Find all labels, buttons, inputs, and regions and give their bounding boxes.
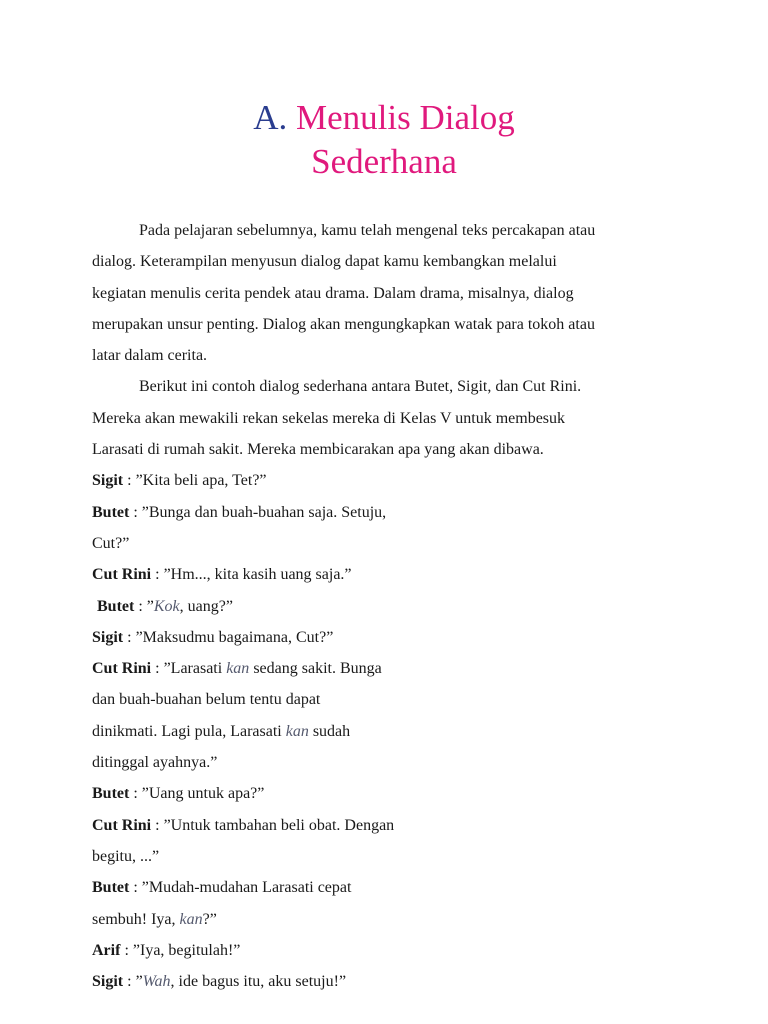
title-text-2: Sederhana [311,142,457,181]
dialog-text: : ”Mudah-mudahan Larasati cepat [129,879,352,897]
dialog-text: sudah [308,722,351,740]
paragraph-line: Mereka akan mewakili rekan sekelas mereka di Kelas V untuk membesuk [92,409,566,427]
speaker-name: Sigit [92,973,124,991]
document-body [92,215,692,997]
paragraph-line: Pada pelajaran sebelumnya, kamu telah mengenal teks percakapan atau [139,222,596,239]
paragraph-line: kegiatan menulis cerita pendek atau drama. Dalam drama, misalnya, dialog [92,284,574,302]
dialog-text: sedang sakit. Bunga [249,660,382,678]
dialog-text: : ”Hm..., kita kasih uang saja.” [151,566,352,584]
dialog-text: : ”Larasati [151,660,227,678]
dialog-line [92,966,692,997]
dialog-text: dinikmati. Lagi pula, Larasati [92,722,286,740]
speaker-name: Butet [92,503,130,521]
paragraph-line: merupakan unsur penting. Dialog akan mengungkapkan watak para tokoh atau [92,315,595,333]
speaker-name: Cut Rini [92,816,152,834]
title-line-1 [0,96,768,140]
dialog-continuation: dan buah-buahan belum tentu dapat [92,691,321,709]
dialog-line [92,591,692,622]
dialog-continuation [92,904,692,935]
speaker-name: Butet [97,597,135,615]
italic-word: Wah [142,973,171,991]
dialog-text: : ”Untuk tambahan beli obat. Dengan [151,816,395,834]
dialog-line [92,653,692,684]
dialog-text: ?” [202,910,217,928]
italic-word: kan [285,722,309,740]
speaker-name: Sigit [92,472,124,490]
speaker-name: Sigit [92,628,124,646]
title-text-1: Menulis Dialog [296,98,515,137]
dialog-continuation: begitu, ...” [92,847,160,865]
dialog-text: : ”Uang untuk apa?” [129,785,265,803]
italic-word: Kok [153,597,180,615]
section-letter: A. [253,98,288,137]
speaker-name: Arif [92,941,121,959]
dialog-text: : ” [123,973,143,991]
dialog-continuation: ditinggal ayahnya.” [92,754,218,772]
dialog-text: , ide bagus itu, aku setuju!” [170,973,347,991]
dialog-line [92,778,692,809]
dialog-line [92,810,692,841]
speaker-name: Butet [92,879,130,897]
dialog-text: : ”Kita beli apa, Tet?” [123,472,267,490]
paragraph-line: Berikut ini contoh dialog sederhana antara Butet, Sigit, dan Cut Rini. [139,378,582,396]
dialog-line [92,465,692,496]
dialog-text: : ” [134,597,154,615]
dialog-line [92,622,692,653]
dialog-text: : ”Bunga dan buah-buahan saja. Setuju, [129,503,387,521]
speaker-name: Cut Rini [92,660,152,678]
dialog-continuation: Cut?” [92,534,130,552]
dialog-line [92,559,692,590]
italic-word: kan [226,660,250,678]
dialog-text: : ”Maksudmu bagaimana, Cut?” [123,628,334,646]
dialog-text: sembuh! Iya, [92,910,180,928]
speaker-name: Cut Rini [92,566,152,584]
dialog-text: : ”Iya, begitulah!” [120,941,241,959]
dialog-text: , uang?” [179,597,233,615]
italic-word: kan [179,910,203,928]
dialog-line [92,872,692,903]
paragraph-line: latar dalam cerita. [92,347,208,365]
dialog-continuation [92,716,692,747]
dialog-line [92,935,692,966]
dialog-line [92,497,692,528]
section-title [0,96,768,184]
speaker-name: Butet [92,785,130,803]
paragraph-line: dialog. Keterampilan menyusun dialog dapat kamu kembangkan melalui [92,253,557,271]
paragraph-line: Larasati di rumah sakit. Mereka membicarakan apa yang akan dibawa. [92,441,544,459]
